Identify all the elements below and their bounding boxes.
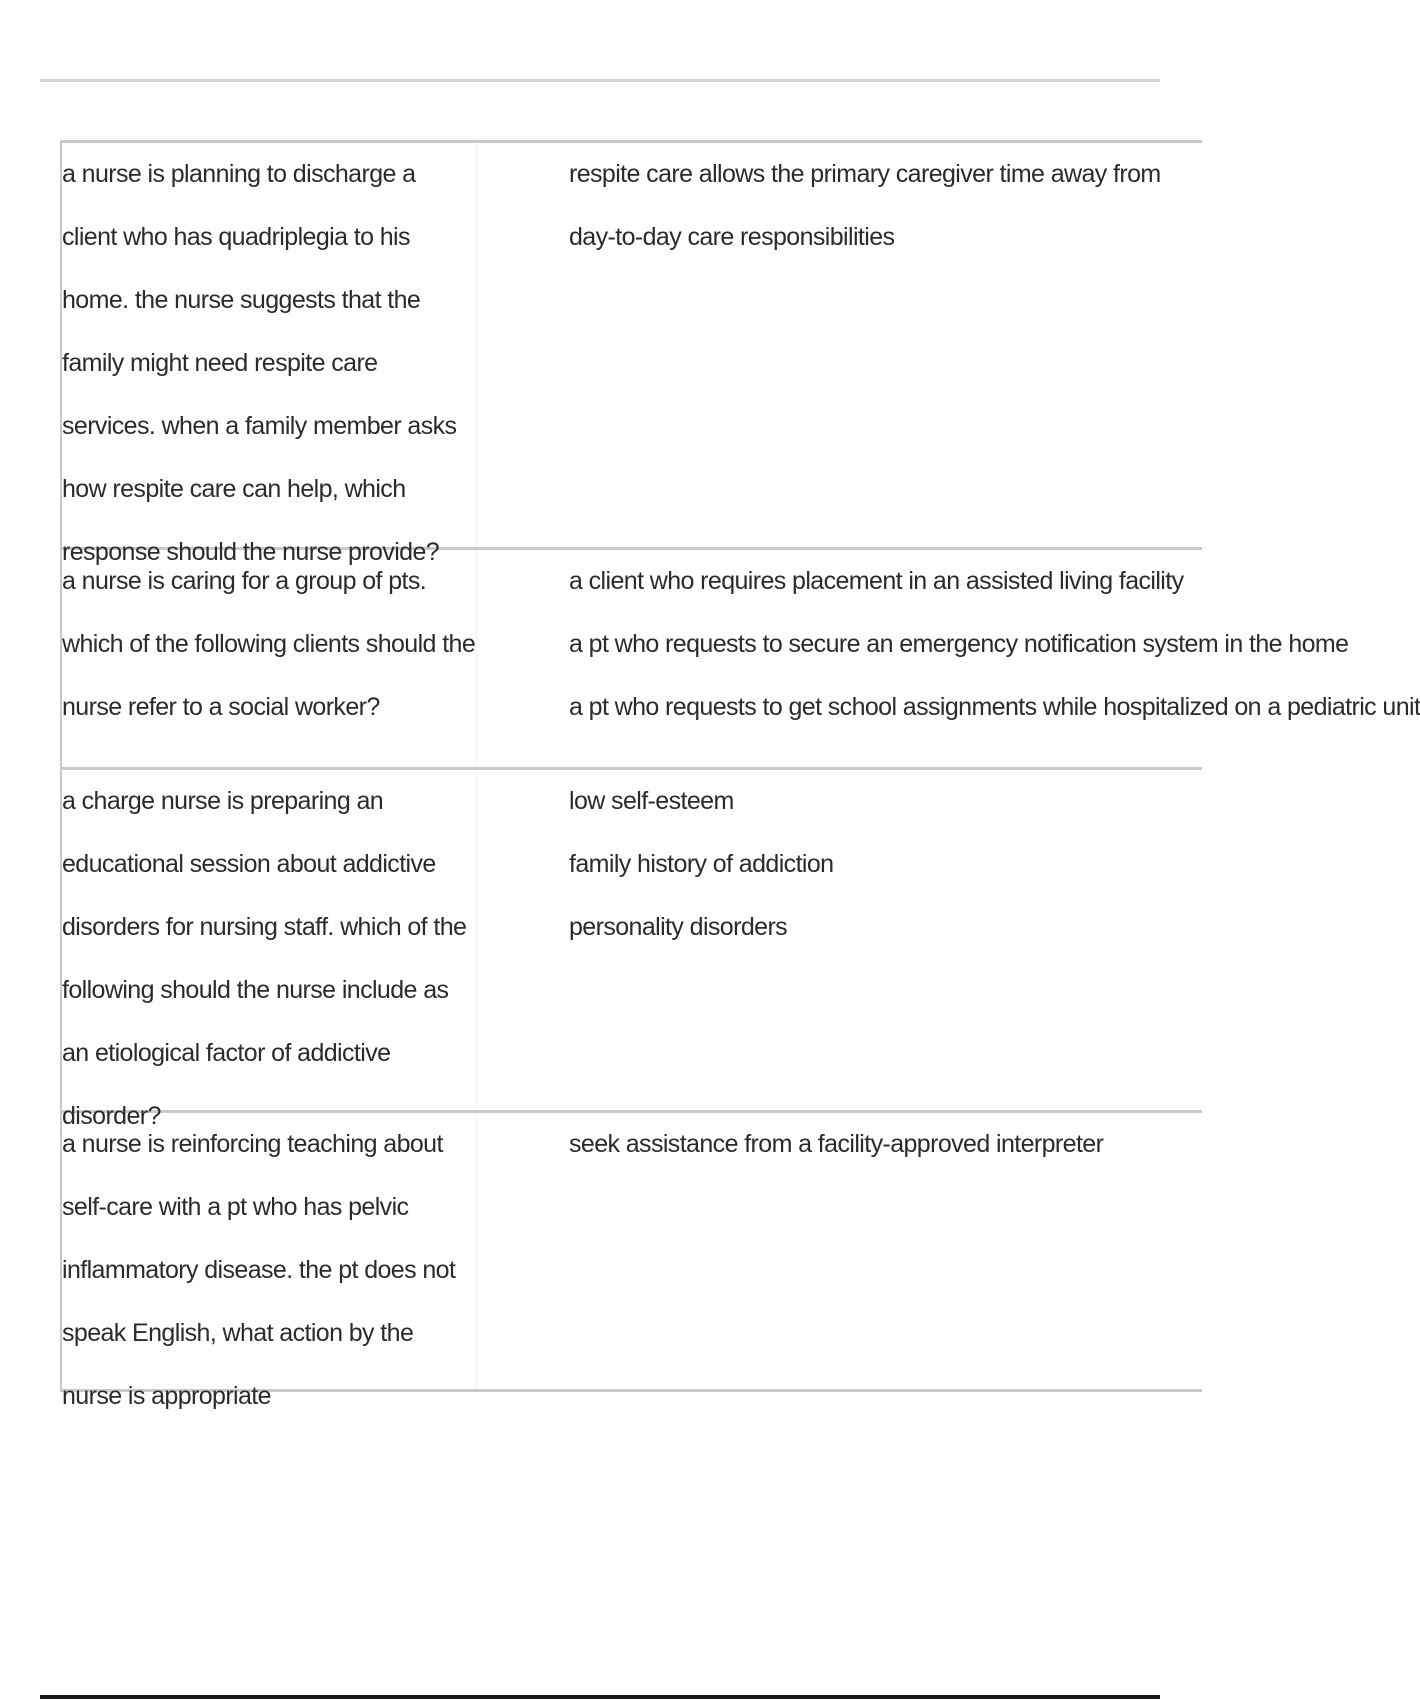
- flashcard-definition: [477, 143, 1202, 547]
- flashcard-term: a nurse is planning to discharge a client who has quadriplegia to his home. the nurse suggests that the family might need respite care services. when a family member asks how respite care can help, which response should the nurse provide?: [62, 143, 477, 547]
- top-divider: [40, 79, 1160, 82]
- definition-line: personality disorders: [569, 913, 788, 941]
- flashcard-term: a charge nurse is preparing an educational session about addictive disorders for nursing staff. which of the following should the nurse include as an etiological factor of addictive disorder?: [62, 770, 477, 1110]
- flashcard-definition: [477, 1113, 1202, 1389]
- flashcard-row: [62, 547, 1420, 767]
- flashcard-term: a nurse is caring for a group of pts. which of the following clients should the nurse refer to a social worker?: [62, 550, 477, 767]
- definition-line: seek assistance from a facility-approved interpreter: [569, 1130, 1104, 1158]
- definition-line: low self-esteem: [569, 787, 734, 815]
- flashcard-row: [62, 140, 1202, 566]
- flashcard-table: [60, 140, 1420, 1410]
- definition-line: a client who requires placement in an assisted living facility: [569, 567, 1184, 595]
- definition-line: family history of addiction: [569, 850, 834, 878]
- definition-line: a pt who requests to get school assignments while hospitalized on a pediatric unit: [569, 693, 1420, 721]
- flashcard-definition: [477, 550, 1420, 767]
- definition-line: a pt who requests to secure an emergency notification system in the home: [569, 630, 1349, 658]
- bottom-divider: [40, 1695, 1160, 1699]
- flashcard-definition: [477, 770, 1202, 1110]
- flashcard-row: [62, 767, 1202, 1130]
- flashcard-term: a nurse is reinforcing teaching about self-care with a pt who has pelvic inflammatory disease. the pt does not speak English, what action by the nurse is appropriate: [62, 1113, 477, 1389]
- definition-line: respite care allows the primary caregiver time away from day-to-day care responsibilities: [569, 160, 1161, 251]
- flashcard-row: [62, 1110, 1202, 1410]
